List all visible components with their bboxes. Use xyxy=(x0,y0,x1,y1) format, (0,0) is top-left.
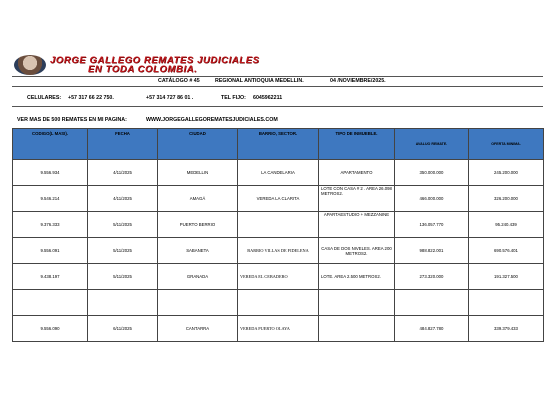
cell-sector: LA CANDELARIA xyxy=(238,160,319,186)
cell-code: 9.556.090 xyxy=(13,316,88,342)
header-divider xyxy=(12,76,543,77)
col-header-appraisal: AVALUO REMATE. xyxy=(395,129,469,160)
phones-label: CELULARES: xyxy=(27,95,62,101)
catalog-date: 04 /NOVIEMBRE/2025. xyxy=(330,78,386,84)
cell-date: 4/11/2025 xyxy=(88,186,158,212)
web-url[interactable]: WWW.JORGEGALLEGOREMATESJUDICIALES.COM xyxy=(146,117,278,123)
cell-min-offer: 690.576.401 xyxy=(469,238,544,264)
col-header-city: CIUDAD xyxy=(158,129,238,160)
cell-appraisal: 988.822.001 xyxy=(395,238,469,264)
cell-date xyxy=(88,290,158,316)
cell-code: 9.546.214 xyxy=(13,186,88,212)
cell-date: 5/11/2025 xyxy=(88,212,158,238)
cell-date: 5/11/2025 xyxy=(88,264,158,290)
cell-city: AMAGÁ xyxy=(158,186,238,212)
cell-type: APARTAESTUDIO + MEZZANINE xyxy=(319,212,395,238)
catalog-label: CATÁLOGO # 45 xyxy=(158,78,200,84)
cell-min-offer: 326.200.000 xyxy=(469,186,544,212)
cell-date: 4/11/2025 xyxy=(88,160,158,186)
cell-appraisal: 350.000.000 xyxy=(395,160,469,186)
cell-city xyxy=(158,290,238,316)
col-header-code: CODIGO(L MASI). xyxy=(13,129,88,160)
cell-sector: BARRIO VILLAS DE FIDELENA xyxy=(238,238,319,264)
cell-city: PUERTO BERRIO xyxy=(158,212,238,238)
brand-title: JORGE GALLEGO REMATES JUDICIALES xyxy=(50,55,260,66)
brand-subtitle: EN TODA COLOMBIA. xyxy=(88,64,198,75)
cell-sector: VEREDA EL CEBADERO xyxy=(238,264,319,290)
cell-type: LOTE. AREA 2.500 METROS2. xyxy=(319,264,395,290)
phone-1[interactable]: +57 317 66 22 750. xyxy=(68,95,114,101)
catalog-divider xyxy=(12,86,543,87)
cell-type: CASA DE DOS NIVELES. AREA 200 METROS2. xyxy=(319,238,395,264)
cell-city: CANTARRA xyxy=(158,316,238,342)
cell-appraisal: 136.057.770 xyxy=(395,212,469,238)
col-header-min-offer: OFERTA MINIMA. xyxy=(469,129,544,160)
cell-min-offer: 191.327.500 xyxy=(469,264,544,290)
cell-code xyxy=(13,290,88,316)
table-header-row xyxy=(13,129,544,160)
auction-table xyxy=(12,128,544,342)
col-header-sector: BARRIO, SECTOR. xyxy=(238,129,319,160)
cell-sector: VEREDA PUERTO OLAYA xyxy=(238,316,319,342)
cell-type: APARTAMENTO xyxy=(319,160,395,186)
table-row[interactable] xyxy=(13,238,544,264)
catalog-region: REGIONAL ANTIOQUIA MEDELLIN. xyxy=(215,78,304,84)
table-row[interactable] xyxy=(13,186,544,212)
table-row[interactable] xyxy=(13,316,544,342)
cell-type: LOTE CON CASA # 2 . AREA 26.098 METROS2. xyxy=(319,186,395,212)
table-row[interactable] xyxy=(13,290,544,316)
web-text: VER MAS DE 500 REMATES EN MI PAGINA: xyxy=(17,117,127,123)
col-header-date: FECHA xyxy=(88,129,158,160)
cell-appraisal: 466.000.000 xyxy=(395,186,469,212)
table-row[interactable] xyxy=(13,212,544,238)
cell-min-offer: 339.379.433 xyxy=(469,316,544,342)
cell-date: 5/11/2025 xyxy=(88,238,158,264)
contacts-divider xyxy=(12,106,543,107)
cell-appraisal xyxy=(395,290,469,316)
logo-portrait xyxy=(14,55,46,75)
cell-min-offer: 95.240.439 xyxy=(469,212,544,238)
cell-code: 9.376.333 xyxy=(13,212,88,238)
cell-min-offer xyxy=(469,290,544,316)
cell-appraisal: 484.827.780 xyxy=(395,316,469,342)
cell-code: 9.438.197 xyxy=(13,264,88,290)
cell-type xyxy=(319,290,395,316)
cell-sector: VEREDA LA CLARITA xyxy=(238,186,319,212)
cell-city: MEDELLIN xyxy=(158,160,238,186)
landline-number[interactable]: 6045962211 xyxy=(253,95,283,101)
cell-code: 9.556.934 xyxy=(13,160,88,186)
cell-city: GRANADA xyxy=(158,264,238,290)
cell-min-offer: 245.200.000 xyxy=(469,160,544,186)
col-header-type: TIPO DE INMUEBLE. xyxy=(319,129,395,160)
cell-date: 6/11/2025 xyxy=(88,316,158,342)
cell-type xyxy=(319,316,395,342)
cell-city: SABANETA xyxy=(158,238,238,264)
cell-code: 9.556.091 xyxy=(13,238,88,264)
cell-sector xyxy=(238,212,319,238)
table-row[interactable] xyxy=(13,160,544,186)
landline-label: TEL FIJO: xyxy=(221,95,246,101)
table-row[interactable] xyxy=(13,264,544,290)
cell-sector xyxy=(238,290,319,316)
phone-2[interactable]: +57 314 727 86 01 . xyxy=(146,95,194,101)
cell-appraisal: 273.320.000 xyxy=(395,264,469,290)
